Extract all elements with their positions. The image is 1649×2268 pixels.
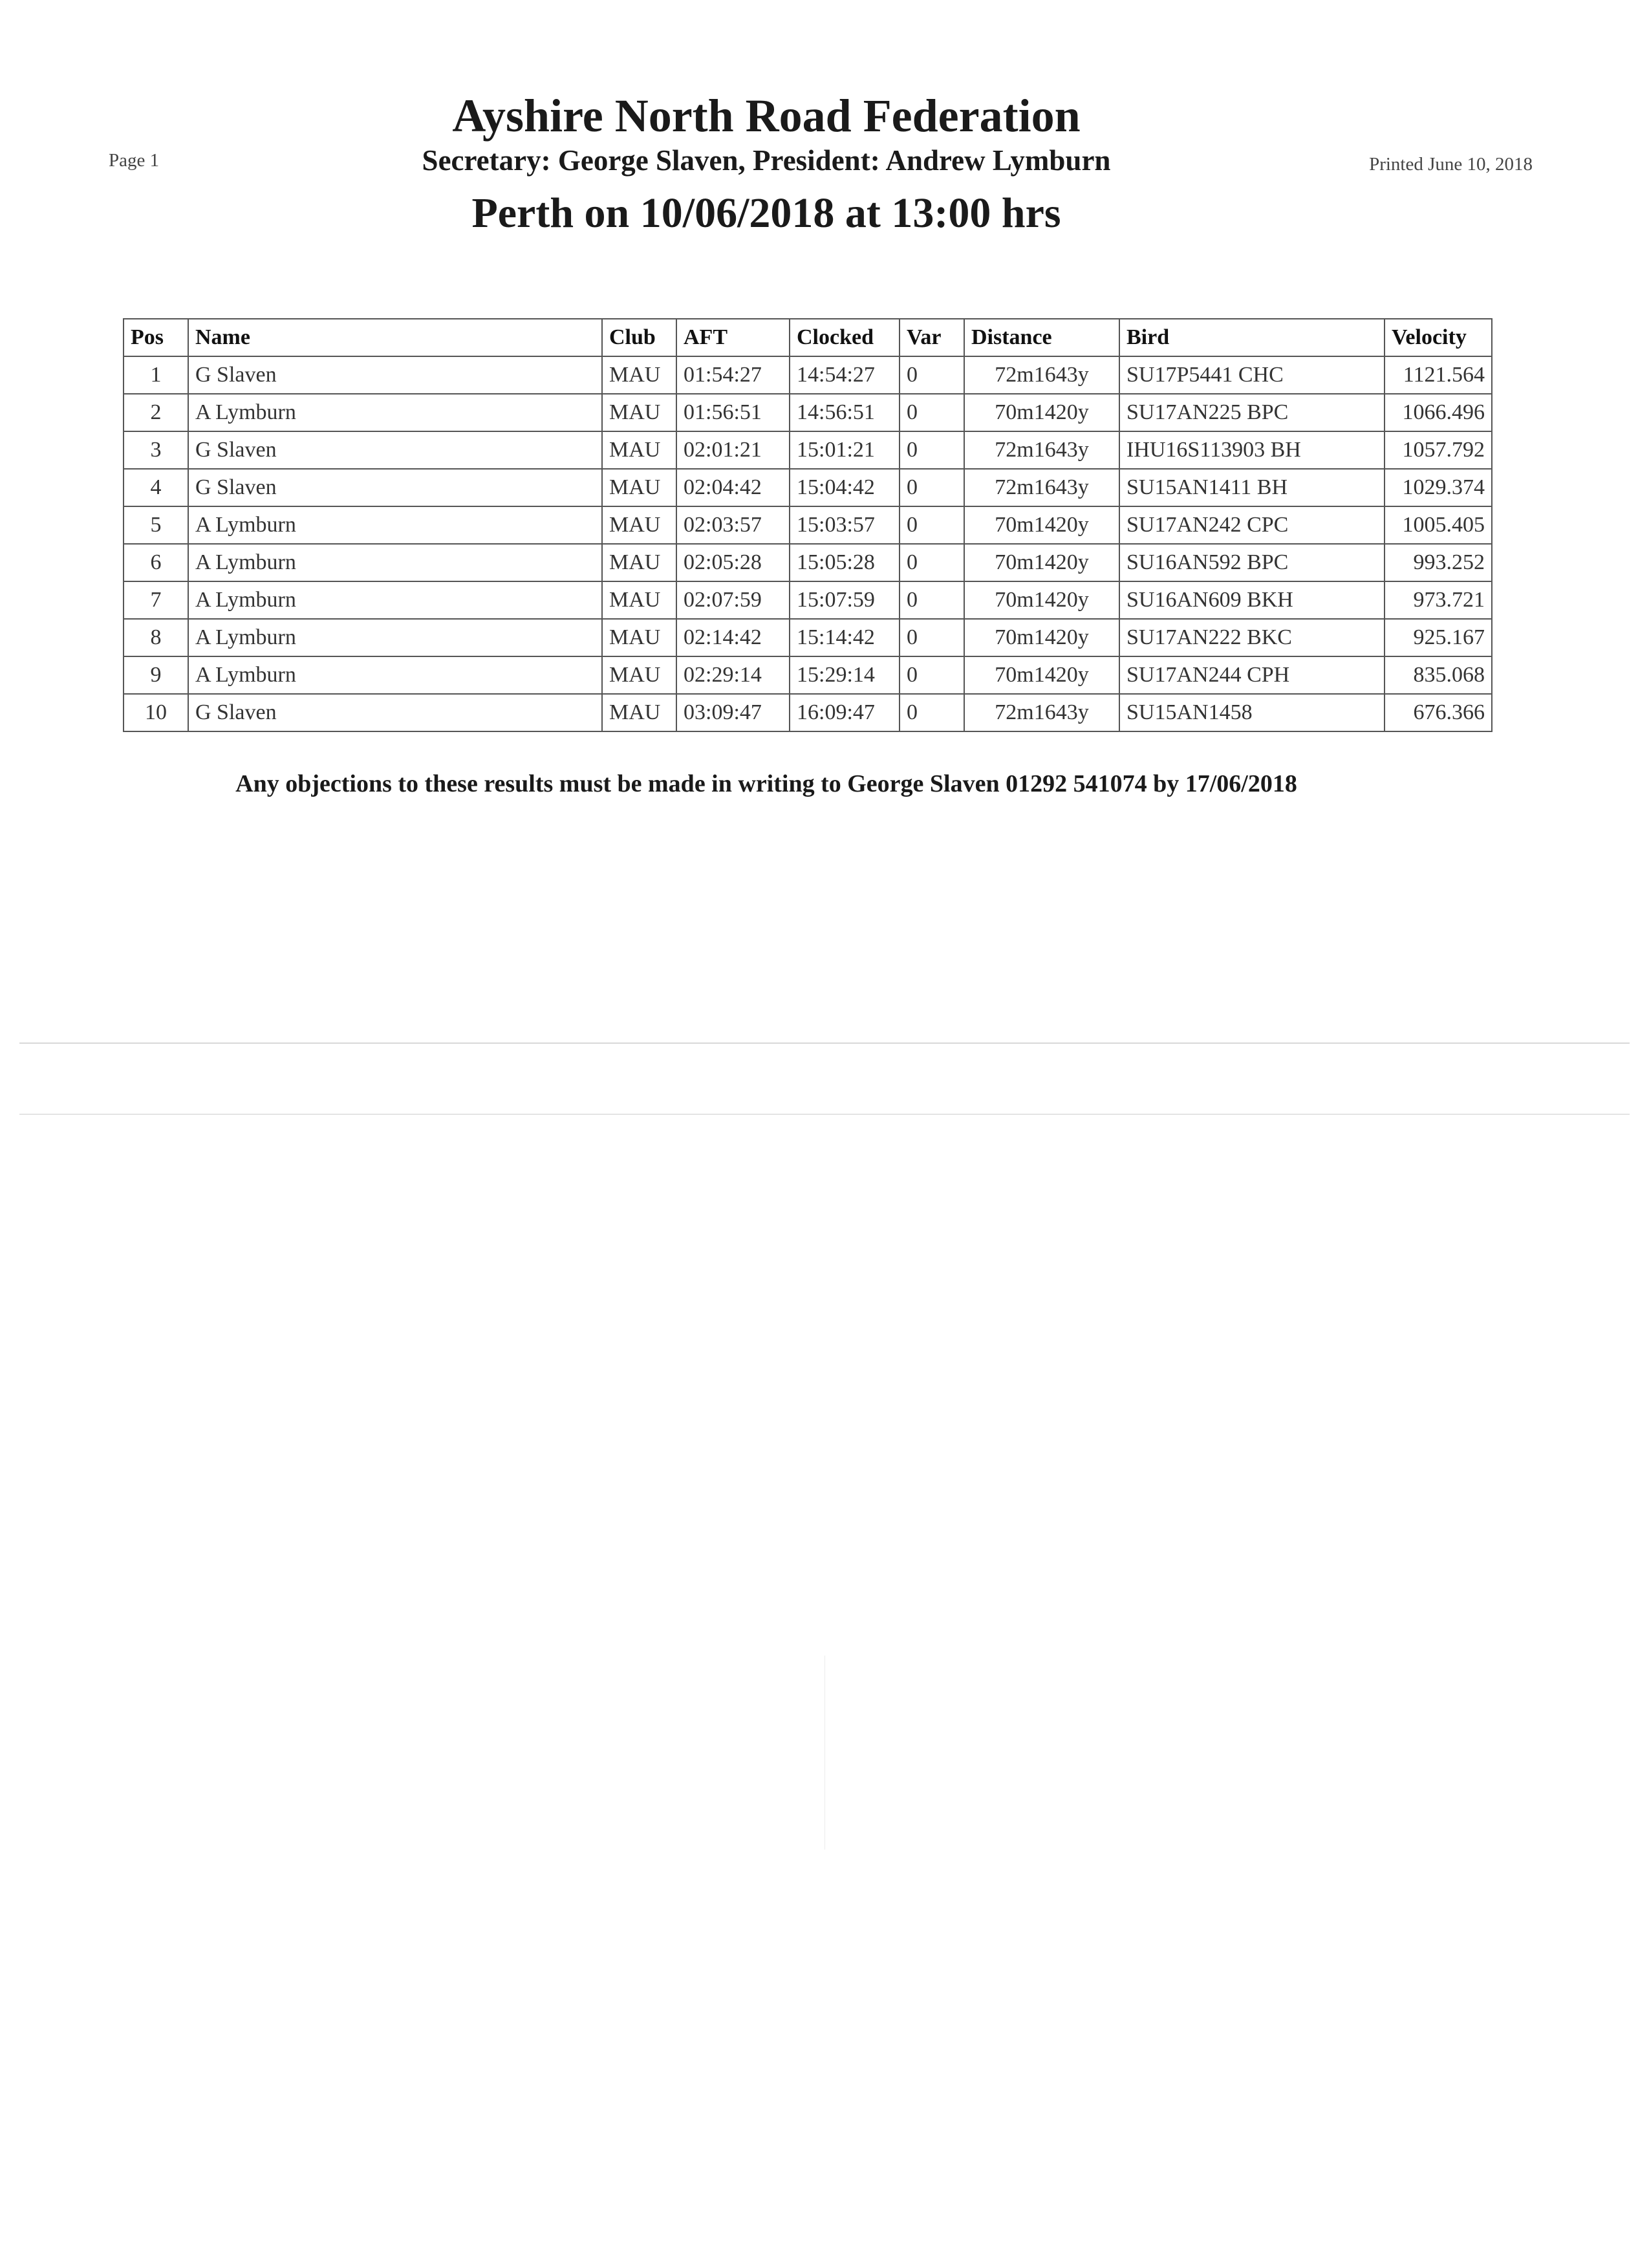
- table-row: [124, 581, 1492, 619]
- table-row: [124, 356, 1492, 394]
- table-row: [124, 394, 1492, 431]
- cell-aft: 02:03:57: [676, 506, 790, 544]
- table-row: [124, 506, 1492, 544]
- cell-clocked: 14:54:27: [790, 356, 900, 394]
- cell-velocity: 835.068: [1385, 656, 1492, 694]
- table-row: [124, 656, 1492, 694]
- cell-velocity: 973.721: [1385, 581, 1492, 619]
- cell-bird: SU17AN222 BKC: [1119, 619, 1385, 656]
- cell-var: 0: [900, 469, 964, 506]
- cell-distance: 70m1420y: [964, 506, 1119, 544]
- cell-velocity: 1066.496: [1385, 394, 1492, 431]
- cell-pos: 7: [124, 581, 188, 619]
- cell-aft: 03:09:47: [676, 694, 790, 731]
- cell-velocity: 1029.374: [1385, 469, 1492, 506]
- cell-clocked: 15:03:57: [790, 506, 900, 544]
- cell-var: 0: [900, 656, 964, 694]
- header-var: Var: [900, 319, 964, 356]
- cell-name: G Slaven: [188, 431, 602, 469]
- table-row: [124, 619, 1492, 656]
- cell-bird: SU17AN242 CPC: [1119, 506, 1385, 544]
- table-header-row: [124, 319, 1492, 356]
- cell-velocity: 1057.792: [1385, 431, 1492, 469]
- cell-bird: IHU16S113903 BH: [1119, 431, 1385, 469]
- cell-aft: 02:04:42: [676, 469, 790, 506]
- cell-bird: SU15AN1458: [1119, 694, 1385, 731]
- cell-clocked: 15:01:21: [790, 431, 900, 469]
- cell-club: MAU: [602, 544, 676, 581]
- header-clocked: Clocked: [790, 319, 900, 356]
- header-velocity: Velocity: [1385, 319, 1492, 356]
- fold-line: [19, 1042, 1630, 1044]
- cell-bird: SU16AN592 BPC: [1119, 544, 1385, 581]
- cell-bird: SU17AN225 BPC: [1119, 394, 1385, 431]
- cell-club: MAU: [602, 469, 676, 506]
- cell-club: MAU: [602, 656, 676, 694]
- cell-velocity: 925.167: [1385, 619, 1492, 656]
- cell-aft: 02:07:59: [676, 581, 790, 619]
- printed-date: Printed June 10, 2018: [1369, 154, 1533, 175]
- cell-club: MAU: [602, 506, 676, 544]
- cell-clocked: 15:14:42: [790, 619, 900, 656]
- cell-distance: 72m1643y: [964, 469, 1119, 506]
- cell-velocity: 676.366: [1385, 694, 1492, 731]
- header-name: Name: [188, 319, 602, 356]
- cell-name: G Slaven: [188, 469, 602, 506]
- header-pos: Pos: [124, 319, 188, 356]
- cell-pos: 2: [124, 394, 188, 431]
- cell-name: G Slaven: [188, 356, 602, 394]
- cell-bird: SU17P5441 CHC: [1119, 356, 1385, 394]
- cell-aft: 01:54:27: [676, 356, 790, 394]
- cell-velocity: 993.252: [1385, 544, 1492, 581]
- objections-notice: Any objections to these results must be made in writing to George Slaven 01292 541074 by 17/06/2018: [235, 770, 1297, 797]
- cell-distance: 70m1420y: [964, 544, 1119, 581]
- officials-line: Secretary: George Slaven, President: Andrew Lymburn: [422, 144, 1111, 177]
- cell-var: 0: [900, 506, 964, 544]
- cell-var: 0: [900, 431, 964, 469]
- cell-aft: 02:14:42: [676, 619, 790, 656]
- cell-distance: 72m1643y: [964, 694, 1119, 731]
- cell-aft: 01:56:51: [676, 394, 790, 431]
- race-heading: Perth on 10/06/2018 at 13:00 hrs: [471, 189, 1061, 237]
- cell-pos: 3: [124, 431, 188, 469]
- cell-pos: 9: [124, 656, 188, 694]
- cell-pos: 10: [124, 694, 188, 731]
- cell-club: MAU: [602, 356, 676, 394]
- cell-var: 0: [900, 544, 964, 581]
- cell-club: MAU: [602, 394, 676, 431]
- cell-distance: 70m1420y: [964, 656, 1119, 694]
- cell-distance: 70m1420y: [964, 581, 1119, 619]
- cell-bird: SU16AN609 BKH: [1119, 581, 1385, 619]
- cell-var: 0: [900, 394, 964, 431]
- cell-club: MAU: [602, 581, 676, 619]
- header-bird: Bird: [1119, 319, 1385, 356]
- header-aft: AFT: [676, 319, 790, 356]
- cell-velocity: 1121.564: [1385, 356, 1492, 394]
- cell-name: A Lymburn: [188, 656, 602, 694]
- cell-distance: 70m1420y: [964, 394, 1119, 431]
- cell-clocked: 14:56:51: [790, 394, 900, 431]
- cell-name: A Lymburn: [188, 581, 602, 619]
- cell-distance: 70m1420y: [964, 619, 1119, 656]
- cell-pos: 4: [124, 469, 188, 506]
- cell-distance: 72m1643y: [964, 431, 1119, 469]
- cell-clocked: 15:07:59: [790, 581, 900, 619]
- cell-name: A Lymburn: [188, 506, 602, 544]
- cell-club: MAU: [602, 431, 676, 469]
- cell-club: MAU: [602, 694, 676, 731]
- cell-var: 0: [900, 619, 964, 656]
- cell-aft: 02:05:28: [676, 544, 790, 581]
- cell-name: A Lymburn: [188, 394, 602, 431]
- header-club: Club: [602, 319, 676, 356]
- cell-aft: 02:29:14: [676, 656, 790, 694]
- cell-pos: 8: [124, 619, 188, 656]
- cell-clocked: 15:04:42: [790, 469, 900, 506]
- cell-distance: 72m1643y: [964, 356, 1119, 394]
- cell-velocity: 1005.405: [1385, 506, 1492, 544]
- cell-name: A Lymburn: [188, 544, 602, 581]
- fold-line: [824, 1656, 825, 1850]
- cell-clocked: 15:05:28: [790, 544, 900, 581]
- table-row: [124, 694, 1492, 731]
- cell-pos: 1: [124, 356, 188, 394]
- header-distance: Distance: [964, 319, 1119, 356]
- table-row: [124, 544, 1492, 581]
- cell-clocked: 16:09:47: [790, 694, 900, 731]
- table-row: [124, 469, 1492, 506]
- cell-var: 0: [900, 694, 964, 731]
- cell-pos: 5: [124, 506, 188, 544]
- cell-name: A Lymburn: [188, 619, 602, 656]
- cell-pos: 6: [124, 544, 188, 581]
- table-row: [124, 431, 1492, 469]
- cell-aft: 02:01:21: [676, 431, 790, 469]
- page-number: Page 1: [109, 150, 160, 171]
- cell-bird: SU15AN1411 BH: [1119, 469, 1385, 506]
- cell-clocked: 15:29:14: [790, 656, 900, 694]
- results-table: [123, 318, 1493, 732]
- results-body: [124, 356, 1492, 731]
- cell-club: MAU: [602, 619, 676, 656]
- fold-line: [19, 1114, 1630, 1115]
- cell-var: 0: [900, 356, 964, 394]
- cell-var: 0: [900, 581, 964, 619]
- page-title: Ayshire North Road Federation: [452, 90, 1081, 142]
- cell-name: G Slaven: [188, 694, 602, 731]
- cell-bird: SU17AN244 CPH: [1119, 656, 1385, 694]
